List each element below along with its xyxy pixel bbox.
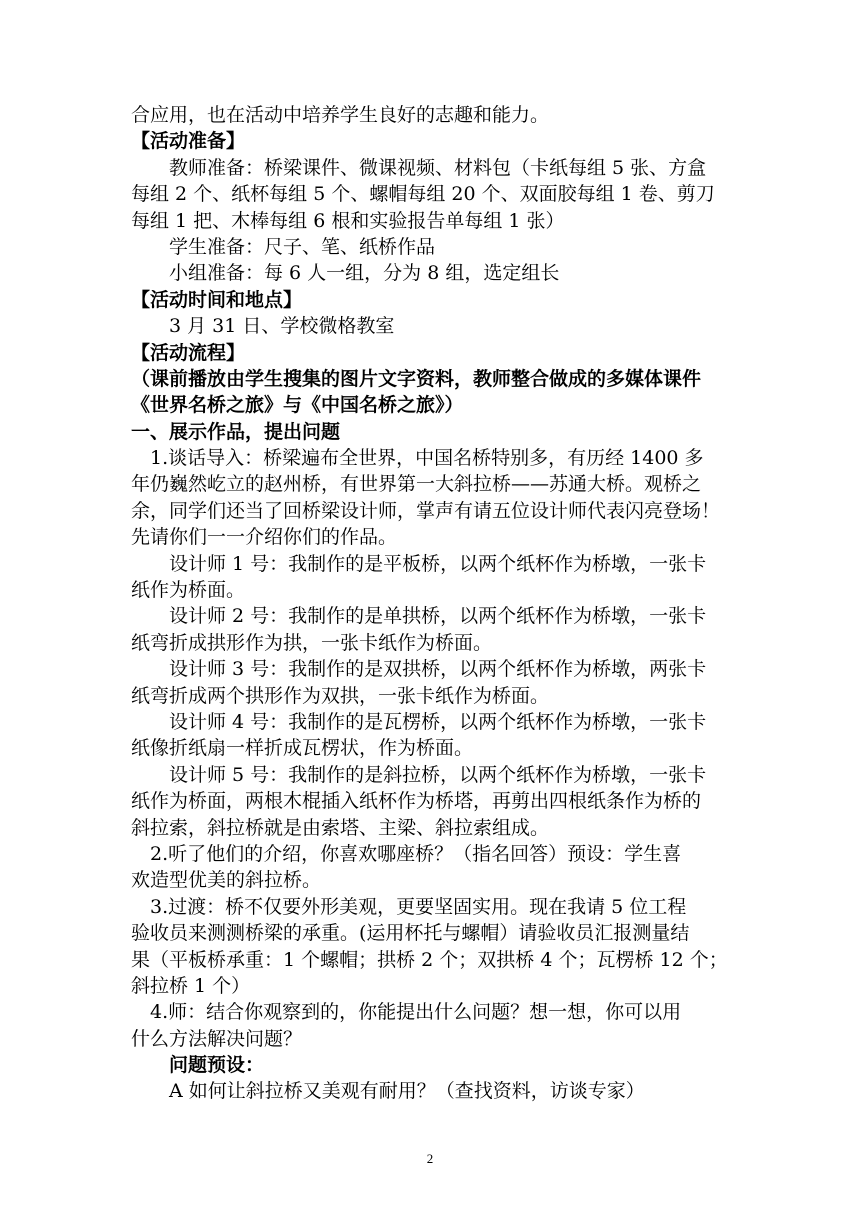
document-body	[131, 102, 737, 1105]
text-line: 3.过渡：桥不仅要外形美观，更要坚固实用。现在我请 5 位工程	[150, 895, 687, 918]
text-line: 设计师 1 号：我制作的是平板桥，以两个纸杯作为桥墩，一张卡	[169, 552, 707, 575]
text-line: 果（平板桥承重：1 个螺帽；拱桥 2 个；双拱桥 4 个；瓦楞桥 12 个；	[131, 948, 728, 971]
text-line: 年仍巍然屹立的赵州桥，有世界第一大斜拉桥——苏通大桥。观桥之	[131, 473, 702, 496]
text-line: A 如何让斜拉桥又美观有耐用？（查找资料，访谈专家）	[169, 1080, 645, 1103]
text-line: 斜拉索，斜拉桥就是由索塔、主梁、斜拉索组成。	[131, 816, 550, 839]
text-line: 4.师：结合你观察到的，你能提出什么问题？想一想，你可以用	[150, 1001, 682, 1024]
heading-line: 问题预设：	[169, 1054, 265, 1077]
text-line: 2.听了他们的介绍，你喜欢哪座桥？（指名回答）预设：学生喜	[150, 842, 682, 865]
text-line: 教师准备：桥梁课件、微课视频、材料包（卡纸每组 5 张、方盒	[169, 156, 707, 179]
text-line: 设计师 5 号：我制作的是斜拉桥，以两个纸杯作为桥墩，一张卡	[169, 763, 707, 786]
text-line: 每组 1 把、木棒每组 6 根和实验报告单每组 1 张）	[131, 209, 565, 232]
text-line: 纸弯折成两个拱形作为双拱，一张卡纸作为桥面。	[131, 684, 550, 707]
text-line: 先请你们一一介绍你们的作品。	[131, 526, 398, 549]
heading-line: 【活动流程】	[131, 341, 246, 364]
page-number: 2	[426, 1151, 434, 1166]
text-line: 小组准备：每 6 人一组，分为 8 组，选定组长	[169, 262, 560, 285]
text-line: 设计师 4 号：我制作的是瓦楞桥，以两个纸杯作为桥墩，一张卡	[169, 710, 707, 733]
text-line: 余，同学们还当了回桥梁设计师，掌声有请五位设计师代表闪亮登场！	[131, 499, 721, 522]
text-line: 1.谈话导入：桥梁遍布全世界，中国名桥特别多，有历经 1400 多	[150, 447, 704, 470]
text-line: 纸像折纸扇一样折成瓦楞状，作为桥面。	[131, 737, 474, 760]
text-line: 设计师 2 号：我制作的是单拱桥，以两个纸杯作为桥墩，一张卡	[169, 605, 707, 628]
heading-line: 【活动准备】	[131, 130, 246, 153]
text-line: 每组 2 个、纸杯每组 5 个、螺帽每组 20 个、双面胶每组 1 卷、剪刀	[131, 183, 715, 206]
text-line: 纸弯折成拱形作为拱，一张卡纸作为桥面。	[131, 631, 493, 654]
text-line: 合应用，也在活动中培养学生良好的志趣和能力。	[131, 104, 550, 126]
text-line: 学生准备：尺子、笔、纸桥作品	[169, 235, 436, 258]
heading-line: 《世界名桥之旅》与《中国名桥之旅》）	[131, 394, 464, 417]
heading-line: 一、展示作品，提出问题	[131, 420, 341, 443]
text-line: 验收员来测测桥梁的承重。(运用杯托与螺帽）请验收员汇报测量结	[131, 922, 690, 945]
text-line: 欢造型优美的斜拉桥。	[131, 869, 322, 892]
heading-line: 【活动时间和地点】	[131, 288, 303, 311]
text-line: 斜拉桥 1 个）	[131, 974, 251, 997]
text-line: 纸作为桥面，两根木棍插入纸杯作为桥塔，再剪出四根纸条作为桥的	[131, 790, 702, 813]
text-line: 设计师 3 号：我制作的是双拱桥，以两个纸杯作为桥墩，两张卡	[169, 658, 707, 681]
text-line: 什么方法解决问题？	[131, 1027, 303, 1050]
heading-line: （课前播放由学生搜集的图片文字资料，教师整合做成的多媒体课件	[131, 367, 702, 390]
text-line: 纸作为桥面。	[131, 579, 246, 602]
text-line: 3 月 31 日、学校微格教室	[169, 315, 395, 338]
